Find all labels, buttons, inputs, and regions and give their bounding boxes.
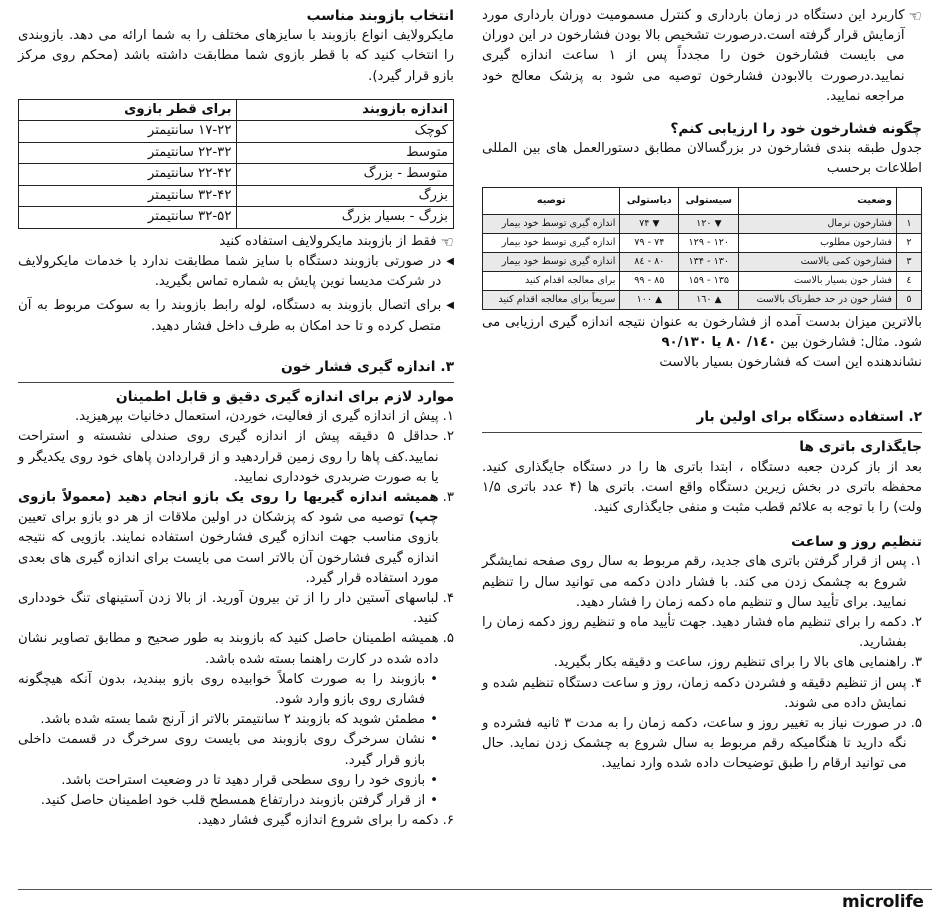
bp-classification-table <box>482 187 922 310</box>
section-3-heading: ۳. اندازه گیری فشار خون <box>280 358 454 375</box>
cuff-note-text: فقط از بازوبند مایکرولایف استفاده کنید <box>219 233 437 249</box>
section-divider <box>482 432 922 433</box>
table-row: کوچک ۱۷-۲۲ سانتیمتر <box>19 121 454 143</box>
list-item: ◀ در صورتی بازوبند دستگاه با سایز شما مطابقت ندارد با خدمات مایکرولایف در شرکت مدیسا نوین پایش به شماره تماس بگیرید. <box>18 252 454 292</box>
table-row: متوسط ۲۲-۳۲ سانتیمتر <box>19 142 454 164</box>
result-note: بالاترین میزان بدست آمده از فشارخون به عنوان نتیجه اندازه گیری ارزیابی می شود. مثال: فشارخون بین ۱٤۰/ ۸۰ یا ۹۰/۱۳۰ <box>482 314 922 350</box>
list-item: • بازوی خود را روی سطحی قرار دهید تا در وضعیت استراحت باشد. <box>18 771 454 791</box>
arrow-down-icon: ▼ <box>652 218 660 229</box>
list-item: ۱. پیش از اندازه گیری از فعالیت، خوردن، استعمال دخانیات بپرهیزید. <box>74 409 454 425</box>
list-item: ۲. حداقل ۵ دقیقه پیش از اندازه گیری روی صندلی نشسته و استراحت نمایید.کف پاها را روی زمین قراردهید و از قراردادن پاهای خود روی یکدیگر و یا به صورت ضربدری خودداری نمایید. <box>18 429 454 485</box>
cuff-heading: انتخاب بازوبند مناسب <box>306 8 454 24</box>
result-example: ۱٤۰/ ۸۰ یا ۹۰/۱۳۰ <box>661 334 777 350</box>
list-item: ۶. دکمه را برای شروع اندازه گیری فشار دهید. <box>197 813 454 829</box>
result-note-2: نشاندهنده این است که فشارخون بسیار بالاست <box>659 355 922 371</box>
table-row: ۲ فشارخون مطلوب ۱۲۰ - ۱۲۹ ۷۴ - ۷۹ اندازه گیری توسط خود بیمار <box>483 233 922 252</box>
bullet-icon: • <box>430 712 438 728</box>
pregnancy-note <box>482 6 922 107</box>
evaluation-heading: چگونه فشارخون خود را ارزیابی کنم؟ <box>670 121 922 138</box>
list-item: ۵. در صورت نیاز به تغییر روز و ساعت، دکمه زمان را به مدت ۳ ثانیه فشرده و نگه دارید تا هنگامیکه رقم مربوط به سال شروع به چشمک زدن نماید. حال می توانید ارقام را طبق توضیحات داده شده وارد نمایید. <box>482 716 922 772</box>
table-row: ٥ فشار خون در حد خطرناک بالاست ▲ ۱٦۰ ▲ ۱۰۰ سریعاً برای معالجه اقدام کنید <box>483 290 922 309</box>
cuff-size-table <box>18 99 454 229</box>
arrow-down-icon: ▼ <box>714 218 722 229</box>
microlife-logo: microlife <box>842 892 924 912</box>
cuff-header-diameter: برای قطر بازوی <box>19 99 237 121</box>
pointing-hand-icon: ☜ <box>440 232 454 251</box>
bullet-icon: • <box>430 732 438 748</box>
section-2-heading: ۲. استفاده دستگاه برای اولین بار <box>696 409 922 426</box>
bp-header-recommendation: توصیه <box>483 187 620 214</box>
pointing-hand-icon: ☜ <box>908 7 922 25</box>
table-row: ٤ فشار خون بسیار بالاست ۱۳۵ - ۱۵۹ ۸۵ - ۹۹ برای معالجه اقدام کنید <box>483 271 922 290</box>
list-item: ۲. دکمه را برای تنظیم ماه فشار دهید. جهت تأیید ماه و تنظیم روز دکمه زمان را بفشارید. <box>482 615 922 651</box>
bp-header-diastolic: دیاستولی <box>620 187 679 214</box>
cuff-note <box>18 232 454 252</box>
arrow-up-icon: ▲ <box>714 294 722 305</box>
table-row: متوسط - بزرگ ۲۲-۴۲ سانتیمتر <box>19 164 454 186</box>
table-row: بزرگ ۳۲-۴۲ سانتیمتر <box>19 185 454 207</box>
bp-header-num <box>897 187 922 214</box>
arrow-up-icon: ▲ <box>655 294 663 305</box>
list-item: ◀ برای اتصال بازوبند به دستگاه، لوله رابط بازوبند را به سوکت مربوط به آن متصل کرده و تا حد امکان به طرف داخل فشار دهید. <box>18 296 454 336</box>
list-item: ۵. همیشه اطمینان حاصل کنید که بازوبند به طور صحیح و مطابق تصاویر نشان داده شده در کارت راهنما بسته شده باشد. <box>18 631 454 667</box>
list-item: • نشان سرخرگ روی بازوبند می بایست روی سرخرگ در قسمت داخلی بازو قرار گیرد. <box>18 730 454 770</box>
bp-header-systolic: سیستولی <box>679 187 739 214</box>
list-item: ۴. پس از تنظیم دقیقه و فشردن دکمه زمان، روز و ساعت دستگاه تنظیم شده و نمایش داده می شوند. <box>482 675 922 711</box>
list-item: • از قرار گرفتن بازوبند درارتفاع همسطح قلب خود اطمینان حاصل کنید. <box>18 791 454 811</box>
evaluation-text: جدول طبقه بندی فشارخون در بزرگسالان مطابق دستورالعمل های بین المللی اطلاعات برحسب <box>482 141 922 177</box>
footer-divider <box>18 889 932 890</box>
bp-header-status: وضعیت <box>739 187 897 214</box>
table-row: ۳ فشارخون کمی بالاست ۱۳۰ - ۱۳۴ ۸۰ - ۸٤ اندازه گیری توسط خود بیمار <box>483 252 922 271</box>
list-item: • مطمئن شوید که بازوبند ۲ سانتیمتر بالاتر از آرنج شما بسته شده باشد. <box>18 710 454 730</box>
triangle-bullet-icon: ◀ <box>446 300 454 312</box>
list-item: • بازوبند را به صورت کاملاً خوابیده روی بازو ببندید، بدون آنکه هیچگونه فشاری روی بازو وارد شود. <box>18 670 454 710</box>
left-column <box>18 6 454 832</box>
pregnancy-note-text: کاربرد این دستگاه در زمان بارداری و کنترل مسمومیت دوران بارداری مورد آزمایش قرار گرفته است.درصورت تشخیص بالا بودن فشارخون در این دوران می بایست فشارخون خون را مجدداً پس از ۱ ساعت اندازه گیری نمایید.درصورت بالابودن فشارخون توصیه می شود به پزشک معالج خود مراجعه نمایید. <box>482 8 905 104</box>
list-item: ۳. راهنمایی های بالا را برای تنظیم روز، ساعت و دقیقه بکار بگیرید. <box>553 655 922 671</box>
section-3-subheading: موارد لازم برای اندازه گیری دقیق و قابل اطمینان <box>115 389 454 406</box>
right-column <box>482 6 922 775</box>
bullet-icon: • <box>430 671 438 687</box>
triangle-bullet-icon: ◀ <box>446 256 454 268</box>
battery-text: بعد از باز کردن جعبه دستگاه ، ابتدا باتری ها را در دستگاه جایگذاری کنید. محفظه باتری در بخش زیرین دستگاه واقع است. باتری ها (۴ عدد باتری ۱/۵ ولت) را با توجه به علائم قطب مثبت و منفی جایگذاری کنید. <box>482 459 922 516</box>
table-row: بزرگ - بسیار بزرگ ۳۲-۵۲ سانتیمتر <box>19 207 454 229</box>
battery-heading: جایگذاری باتری ها <box>799 439 922 456</box>
list-item: ۳. همیشه اندازه گیریها را روی یک بازو انجام دهید (معمولاً بازوی چپ) توصیه می شود که پزشکان در اولین ملاقات از هر دو بازو برای تعیین بازوی مناسب جهت اندازه گیری فشارخون استفاده نمایند. بازویی که نتیجه اندازه گیری فشارخون آن بالاتر است می بایست برای اندازه گیری های بعدی مورد استفاده قرار گیرد. <box>18 490 454 586</box>
table-row: ۱ فشارخون نرمال ▼ ۱۲۰ ▼ ۷۴ اندازه گیری توسط خود بیمار <box>483 214 922 233</box>
date-time-steps <box>482 552 922 774</box>
bullet-icon: • <box>430 793 438 809</box>
date-time-heading: تنظیم روز و ساعت <box>791 534 922 551</box>
cuff-text: مایکرولایف انواع بازوبند با سایزهای مختلف را به شما ارائه می دهد. بازوبندی را انتخاب کنید که با قطر بازوی شما مطابقت داشته باشد (محکم روی مرکز بازو قرار گیرد). <box>18 28 454 84</box>
cuff-header-size: اندازه بازوبند <box>237 99 454 121</box>
list-item: ۴. لباسهای آستین دار را از تن بیرون آورید. از بالا زدن آستینهای تنگ خودداری کنید. <box>18 591 454 627</box>
list-item: ۱. پس از قرار گرفتن باتری های جدید، رقم مربوط به سال روی صفحه نمایشگر شروع به چشمک زدن می کند. با فشار دادن دکمه می توانید سال را تنظیم نمایید. برای تأیید سال و تنظیم ماه دکمه زمان را فشار دهید. <box>482 554 922 610</box>
section-divider <box>18 382 454 383</box>
measurement-steps <box>18 407 454 831</box>
bullet-icon: • <box>430 772 438 788</box>
